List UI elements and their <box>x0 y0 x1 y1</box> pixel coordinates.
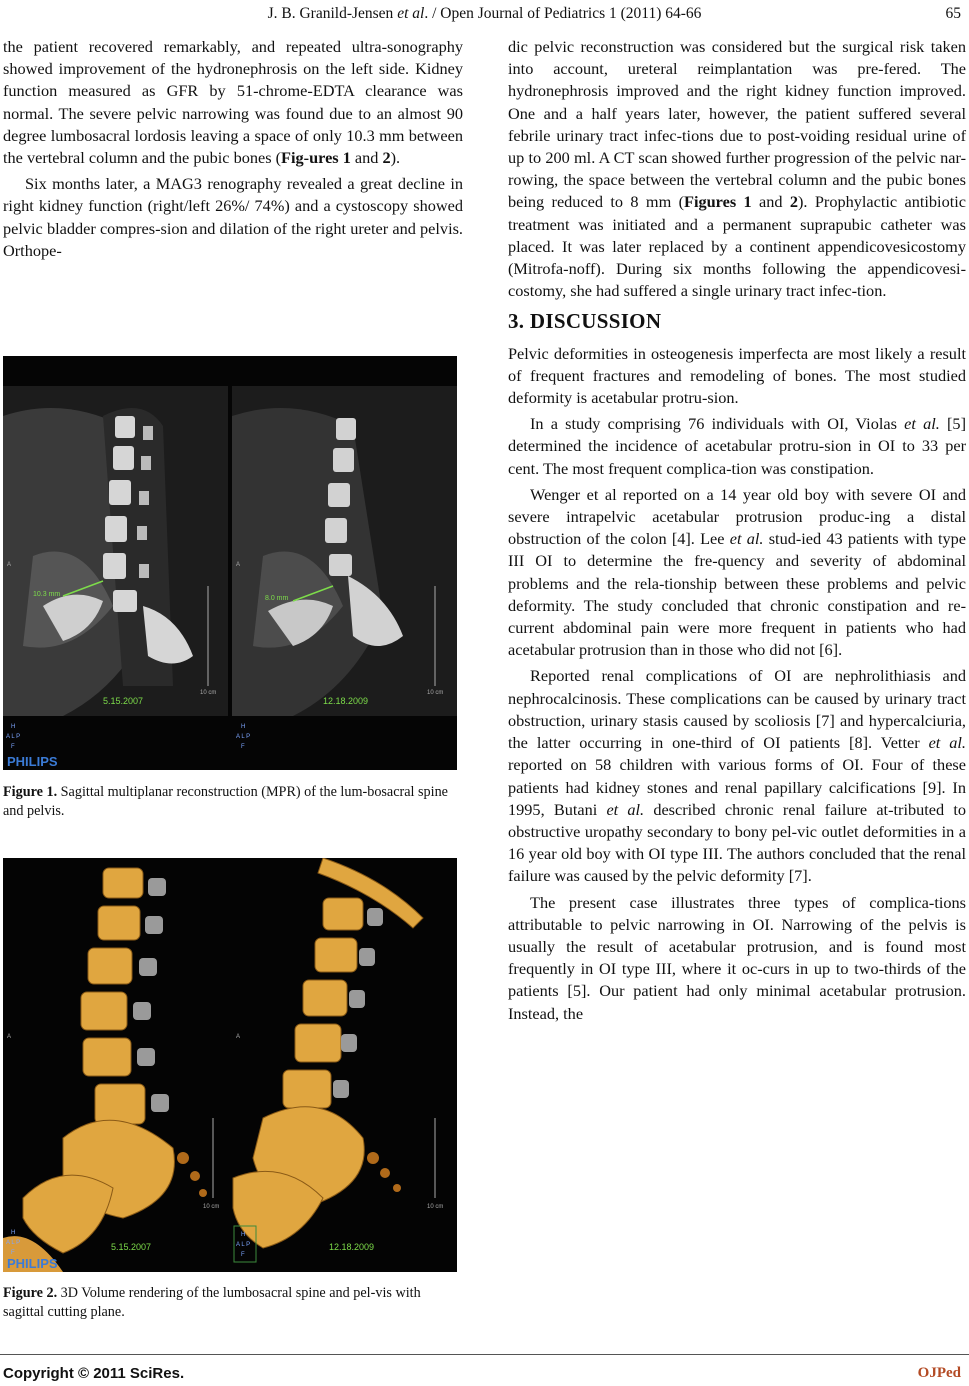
text-run: In a study comprising 76 individuals with OI, Violas <box>530 414 905 434</box>
paragraph <box>508 36 966 302</box>
text-run: dic pelvic reconstruction was considered but the surgical risk taken into account, ureteral reimplantation was pre-fered. The hydronephrosis improved and the right kidney function improved. One and a half years later, however, the patient suffered several febrile urinary tract infec-tions due to post-voiding residual urine of up to 200 ml. A CT scan showed further progression of the pelvic nar-rowing, the space between the vertebral column and the pubic bones being reduced to 8 mm ( <box>508 37 966 212</box>
paragraph <box>3 36 463 169</box>
orientation-alp-right: A L P <box>236 734 251 740</box>
scale-label-left: 10 cm <box>203 1204 220 1210</box>
section-heading: 3. DISCUSSION <box>508 309 662 334</box>
text-run: Wenger et al reported on a 14 year old boy with severe OI and severe intrapelvic acetabular protrusion produc-ing a distal obstruction of the colon [4]. Lee <box>508 484 966 549</box>
vendor-logo: PHILIPS <box>7 754 58 769</box>
running-title-journal: . / Open Journal of Pediatrics 1 (2011) 64-66 <box>424 5 702 22</box>
date-label-left: 5.15.2007 <box>103 696 144 706</box>
paragraph <box>508 665 966 887</box>
right-column <box>508 36 966 1029</box>
figure-2-caption <box>3 1284 459 1322</box>
journal-abbreviation: OJPed <box>917 1365 961 1381</box>
orientation-alp-right: A L P <box>236 1242 251 1248</box>
orientation-alp-left: A L P <box>6 1240 21 1246</box>
scale-label-right: 10 cm <box>427 690 444 696</box>
caption-label: Figure 2. <box>3 1285 58 1301</box>
scale-label-left: 10 cm <box>200 690 217 696</box>
caption-text: 3D Volume rendering of the lumbosacral spine and pel-vis with sagittal cutting plane. <box>3 1285 421 1320</box>
date-label-right: 12.18.2009 <box>329 1242 375 1252</box>
text-run: ). <box>390 148 401 168</box>
orientation-a-right: A <box>236 1034 241 1040</box>
text-run: and <box>350 148 383 168</box>
ct-panel-right <box>232 386 457 750</box>
text-italic: et al. <box>606 799 645 819</box>
orientation-a-left: A <box>7 562 12 568</box>
paragraph <box>508 484 966 662</box>
text-run: Reported renal complications of OI are nephrolithiasis and nephrocalcinosis. These complications can be caused by urinary tract obstruction, urinary stasis caused by scoliosis [7] and hypercalciuria, the latter occurring in one-third of OI patients [8]. Vetter <box>508 666 966 753</box>
figure-ref: Fig-ures 1 <box>281 148 351 168</box>
page-footer <box>0 1354 969 1383</box>
figure-2-image <box>3 858 457 1272</box>
figure-1-image <box>3 356 457 770</box>
running-header <box>0 4 969 26</box>
scale-label-right: 10 cm <box>427 1204 444 1210</box>
copyright-notice: Copyright © 2011 SciRes. <box>3 1365 185 1382</box>
orientation-f-right: F <box>241 1252 245 1258</box>
date-label-right: 12.18.2009 <box>323 696 369 706</box>
vendor-logo: PHILIPS <box>7 1256 58 1271</box>
orientation-h-right: H <box>241 724 246 730</box>
text-italic: et al. <box>904 414 940 434</box>
figure-1-caption <box>3 783 459 821</box>
orientation-alp-left: A L P <box>6 734 21 740</box>
text-italic: et al. <box>729 529 764 549</box>
orientation-f-right: F <box>241 744 245 750</box>
orientation-f-left: F <box>11 744 15 750</box>
orientation-h-left: H <box>11 1230 16 1236</box>
text-run: the patient recovered remarkably, and repeated ultra-sonography showed improvement of the hydronephrosis on the left side. Kidney function measured as GFR by 51-chrome-EDTA clearance was normal. The severe pelvic narrowing was found due to an almost 90 degree lumbosacral lordosis leaving a space of only 10.3 mm between the vertebral column and the pubic bones ( <box>3 37 463 168</box>
measure-label-left: 10.3 mm <box>33 591 61 598</box>
ct-panel-left <box>3 386 228 750</box>
running-title-authors: J. B. Granild-Jensen <box>267 5 398 22</box>
text-run: [5] determined the incidence of acetabular protru-sion in OI to 33 per cent. The most frequent complica-tion was constipation. <box>508 414 966 478</box>
caption-text: Sagittal multiplanar reconstruction (MPR) of the lum-bosacral spine and pelvis. <box>3 784 448 819</box>
orientation-f-left: F <box>11 1250 15 1256</box>
paragraph: Six months later, a MAG3 renography revealed a great decline in right kidney function (right/left 26%/ 74%) and a cystoscopy showed pelvic bladder compres-sion and dilation of the right ureter and pelvis. Orthope- <box>3 174 463 260</box>
text-run: reported on 58 children with various forms of OI. Four of these patients had kidney stones and renal papillary calcifications [9]. In 1995, Butani <box>508 755 966 819</box>
figure-ref: 2 <box>789 192 799 212</box>
paragraph <box>508 413 966 480</box>
text-run: and <box>751 192 790 212</box>
paragraph: Pelvic deformities in osteogenesis imperfecta are most likely a result of frequent fractures and remodeling of bones. The most studied deformity is acetabular protru-sion. <box>508 343 966 408</box>
text-italic: et al. <box>928 733 966 753</box>
caption-label: Figure 1. <box>3 784 58 800</box>
orientation-a-right: A <box>236 562 241 568</box>
figure-ref: 2 <box>382 148 391 168</box>
paragraph: The present case illustrates three types of complica-tions attributable to pelvic narrowing in OI. Narrowing of the pelvis is usually the result of acetabular protrusion, and is found most frequently in OI type III, where it oc-curs in up to two-thirds of the patients [5]. Our patient had only minimal acetabular protrusion. Instead, the <box>508 892 966 1023</box>
orientation-h-left: H <box>11 724 16 730</box>
text-run: described chronic renal failure at-tributed to obstructive uropathy secondary to bony pel-vic outlet deformities in a 16 year old boy with OI type III. The authors concluded that the renal failure was caused by the pelvic deformity [7]. <box>508 799 966 886</box>
running-title <box>0 4 969 24</box>
text-run: ). Prophylactic antibiotic treatment was initiated and a permanent suprapubic catheter was placed. It was later replaced by a continent appendicovesicostomy (Mitrofa-noff). During six months following the appendicovesi-costomy, she had suffered a single urinary tract infec-tion. <box>508 192 966 301</box>
running-title-etal: et al <box>397 5 425 22</box>
orientation-a-left: A <box>7 1034 12 1040</box>
left-column <box>3 36 463 266</box>
text-run: stud-ied 43 patients with type III OI to determine the fre-quency and severity of abdominal problems and the rela-tionship between these problems and pelvic deformity. The study concluded that chronic constipation and re-current abdominal pain were more frequent in patients who had acetabular protrusion than in those who did not [6]. <box>508 529 966 660</box>
page-number: 65 <box>945 5 961 22</box>
date-label-left: 5.15.2007 <box>111 1242 152 1252</box>
figure-ref: Figures 1 <box>684 192 752 212</box>
orientation-h-right: H <box>241 1232 246 1238</box>
measure-label-right: 8.0 mm <box>265 595 289 602</box>
